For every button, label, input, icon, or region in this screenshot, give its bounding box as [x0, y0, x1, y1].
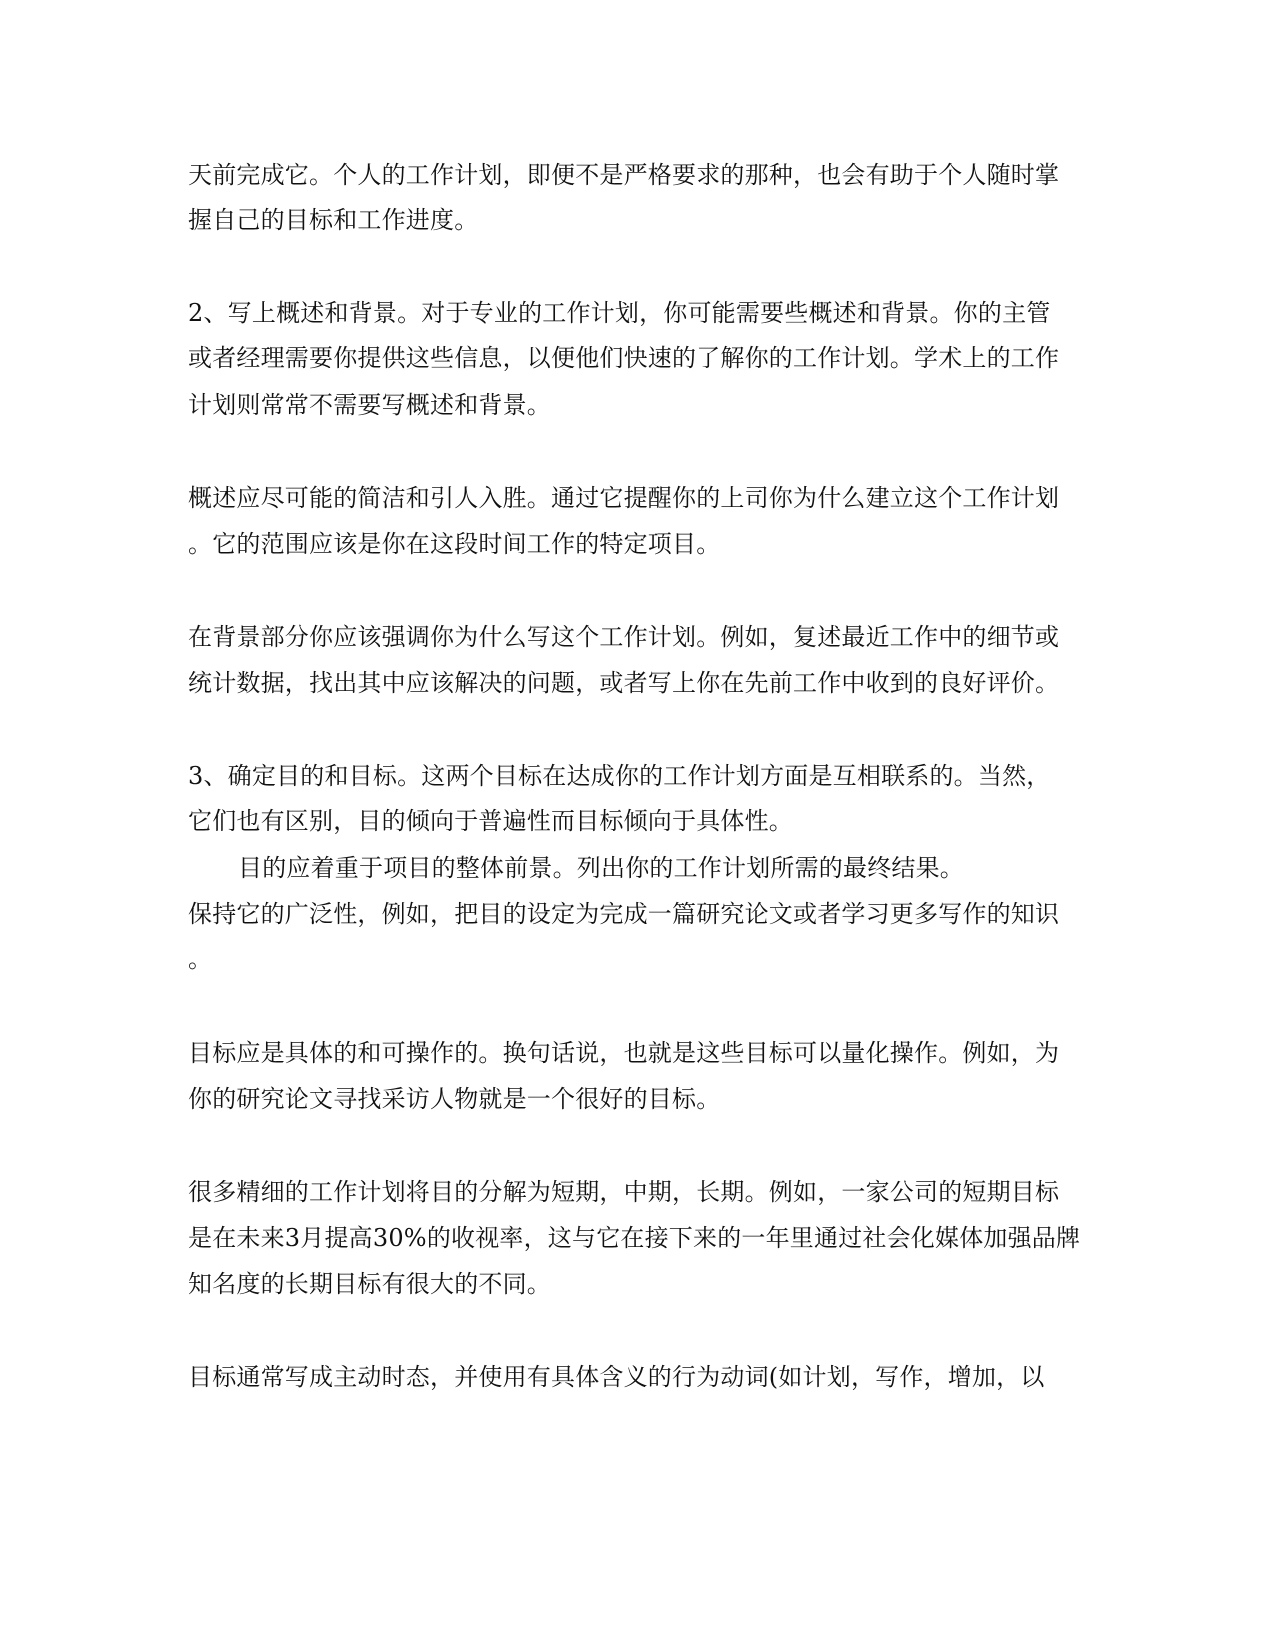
text-line: 3、确定目的和目标。这两个目标在达成你的工作计划方面是互相联系的。当然， — [188, 762, 1051, 790]
text-line: 统计数据，找出其中应该解决的问题，或者写上你在先前工作中收到的良好评价。 — [188, 669, 1060, 697]
text-line: 目标应是具体的和可操作的。换句话说，也就是这些目标可以量化操作。例如，为 — [188, 1039, 1060, 1067]
text-line: 。它的范围应该是你在这段时间工作的特定项目。 — [188, 530, 721, 558]
text-line: 很多精细的工作计划将目的分解为短期，中期，长期。例如，一家公司的短期目标 — [188, 1178, 1060, 1206]
text-line: 概述应尽可能的简洁和引人入胜。通过它提醒你的上司你为什么建立这个工作计划 — [188, 484, 1060, 512]
text-line: 你的研究论文寻找采访人物就是一个很好的目标。 — [188, 1085, 721, 1113]
text-line: 2、写上概述和背景。对于专业的工作计划，你可能需要些概述和背景。你的主管 — [188, 299, 1051, 327]
text-line: 它们也有区别，目的倾向于普遍性而目标倾向于具体性。 — [188, 807, 793, 835]
text-line: 天前完成它。个人的工作计划，即便不是严格要求的那种，也会有助于个人随时掌 — [188, 161, 1060, 189]
text-line: 目的应着重于项目的整体前景。列出你的工作计划所需的最终结果。 — [238, 854, 964, 882]
text-line: 计划则常常不需要写概述和背景。 — [188, 391, 551, 419]
text-line: 是在未来3月提高30%的收视率，这与它在接下来的一年里通过社会化媒体加强品牌 — [188, 1224, 1081, 1252]
text-line: 知名度的长期目标有很大的不同。 — [188, 1270, 551, 1298]
text-line: 目标通常写成主动时态，并使用有具体含义的行为动词(如计划，写作，增加，以 — [188, 1363, 1045, 1391]
text-line: 。 — [188, 945, 213, 973]
text-line: 握自己的目标和工作进度。 — [188, 206, 479, 234]
text-line: 在背景部分你应该强调你为什么写这个工作计划。例如，复述最近工作中的细节或 — [188, 623, 1060, 651]
text-line: 或者经理需要你提供这些信息，以便他们快速的了解你的工作计划。学术上的工作 — [188, 344, 1060, 372]
text-line: 保持它的广泛性，例如，把目的设定为完成一篇研究论文或者学习更多写作的知识 — [188, 900, 1060, 928]
